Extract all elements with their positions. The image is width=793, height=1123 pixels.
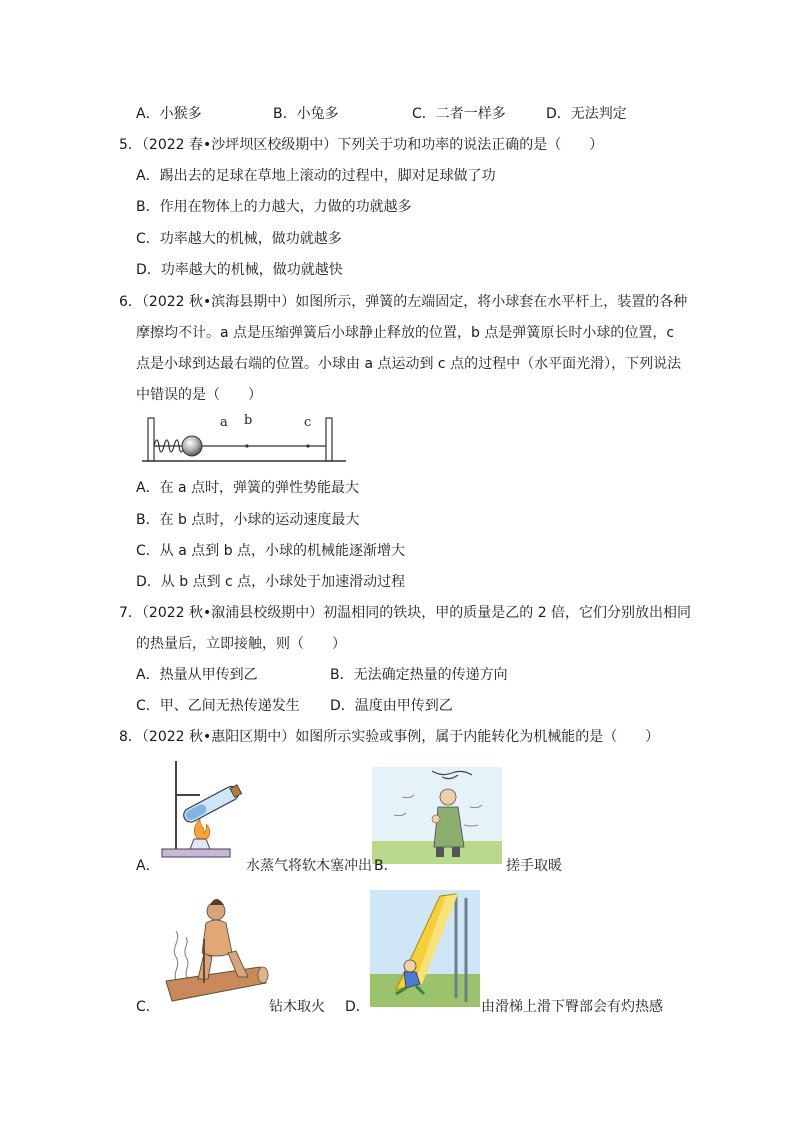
q8-option-a-letter: A． — [136, 858, 160, 874]
q7-stem-line-2: 的热量后，立即接触，则（ ） — [136, 636, 346, 652]
label-b: b — [244, 413, 253, 428]
figure-d-slide — [370, 890, 480, 1007]
q7-option-a: A．热量从甲传到乙 — [136, 667, 258, 683]
q5-option-d: D．功率越大的机械，做功就越快 — [136, 262, 343, 278]
ball — [182, 436, 202, 456]
q4-option-b: B．小兔多 — [273, 106, 339, 122]
q7-option-b: B．无法确定热量的传递方向 — [330, 667, 508, 683]
q4-option-d: D．无法判定 — [546, 106, 627, 122]
q8-option-b-letter: B． — [374, 858, 398, 874]
q6-stem-line-1: 6．（2022 秋•滨海县期中）如图所示，弹簧的左端固定，将小球套在水平杆上，装置的各种 — [119, 294, 688, 310]
q6-option-d: D．从 b 点到 c 点，小球处于加速滑动过程 — [136, 574, 406, 590]
q6-stem-line-3: 点是小球到达最右端的位置。小球由 a 点运动到 c 点的过程中（水平面光滑），下列说法 — [136, 356, 682, 372]
q5-option-c: C．功率越大的机械，做功就越多 — [136, 231, 342, 247]
q8-option-c-text: 钻木取火 — [269, 999, 325, 1015]
label-a: a — [220, 415, 228, 430]
figure-c-drilling-wood-fire — [160, 893, 270, 1008]
q7-option-d: D．温度由甲传到乙 — [330, 698, 453, 714]
right-wall — [326, 418, 332, 461]
q8-option-d-text: 由滑梯上滑下臀部会有灼热感 — [481, 999, 663, 1015]
q8-option-d-letter: D． — [345, 999, 370, 1015]
q5-option-b: B．作用在物体上的力越大，力做的功就越多 — [136, 199, 412, 215]
figure-a-steam-test-tube — [160, 757, 244, 861]
point-b-dot — [245, 444, 248, 447]
q8-option-c-letter: C． — [136, 999, 160, 1015]
point-c-dot — [306, 444, 309, 447]
q6-stem-line-4: 中错误的是（ ） — [136, 387, 262, 403]
q6-option-c: C．从 a 点到 b 点，小球的机械能逐渐增大 — [136, 543, 406, 559]
q8-option-a-text: 水蒸气将软木塞冲出 — [246, 858, 372, 874]
q6-option-b: B．在 b 点时，小球的运动速度最大 — [136, 512, 360, 528]
q4-option-a: A．小猴多 — [136, 106, 202, 122]
spring-ball-diagram — [140, 410, 350, 468]
figure-b-rubbing-hands — [372, 767, 502, 864]
left-wall — [148, 418, 154, 461]
q7-option-c: C．甲、乙间无热传递发生 — [136, 698, 300, 714]
q8-stem: 8．（2022 秋•惠阳区期中）如图所示实验或事例，属于内能转化为机械能的是（ ） — [119, 729, 660, 745]
label-c: c — [304, 415, 312, 430]
q8-option-b-text: 搓手取暖 — [506, 858, 562, 874]
q4-option-c: C．二者一样多 — [412, 106, 506, 122]
q7-stem-line-1: 7．（2022 秋•溆浦县校级期中）初温相同的铁块，甲的质量是乙的 2 倍，它们分别放出相同 — [119, 605, 692, 621]
q5-option-a: A．踢出去的足球在草地上滚动的过程中，脚对足球做了功 — [136, 168, 496, 184]
q5-stem: 5．（2022 春•沙坪坝区校级期中）下列关于功和功率的说法正确的是（ ） — [119, 137, 604, 153]
q6-stem-line-2: 摩擦均不计。a 点是压缩弹簧后小球静止释放的位置，b 点是弹簧原长时小球的位置，c — [136, 325, 675, 341]
q6-option-a: A．在 a 点时，弹簧的弹性势能最大 — [136, 480, 360, 496]
